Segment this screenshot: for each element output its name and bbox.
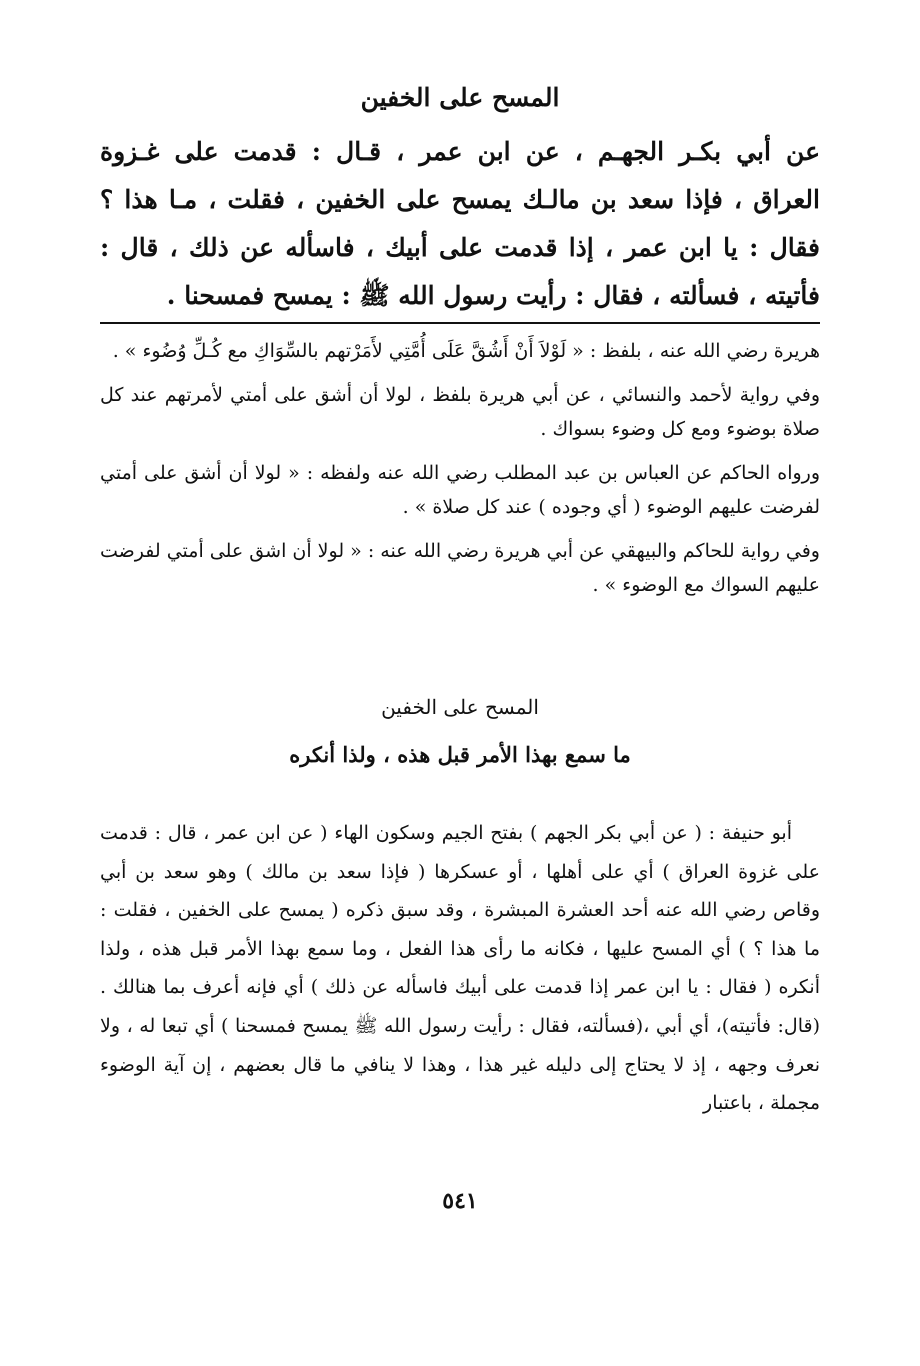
- section-title: المسح على الخفين: [381, 695, 539, 719]
- footnote-paragraph: ورواه الحاكم عن العباس بن عبد المطلب رضي الله عنه ولفظه : « لولا أن أشق على أمتي لفرضت عليهم الوضوء ( أي وجوده ) عند كل صلاة » .: [100, 462, 820, 518]
- commentary-section: [100, 690, 820, 1123]
- footnote-paragraph: هريرة رضي الله عنه ، بلفظ : « لَوْلاَ أَنْ أَشُقَّ عَلَى أُمَّتِي لأَمَرْتهم بالسِّوَاكِ مع كُـلِّ وُضُوء » .: [112, 340, 820, 362]
- footnote-divider: [100, 322, 820, 324]
- page-number: ٥٤١: [442, 1188, 478, 1214]
- hadith-text: [100, 128, 820, 320]
- hadith-line: فقال : يا ابن عمر ، إذا قدمت على أبيك ، فاسأله عن ذلك ، قال :: [100, 233, 820, 262]
- section-subtitle: ما سمع بهذا الأمر قبل هذه ، ولذا أنكره: [289, 742, 631, 767]
- hadith-line: عن أبي بكـر الجهـم ، عن ابن عمر ، قـال : قدمت على غـزوة: [100, 137, 820, 166]
- footnote-paragraph: وفي رواية للحاكم والبيهقي عن أبي هريرة رضي الله عنه : « لولا أن اشق على أمتي لفرضت عليهم السواك مع الوضوء » .: [100, 540, 820, 596]
- footnote-paragraph: وفي رواية لأحمد والنسائي ، عن أبي هريرة بلفظ ، لولا أن أشق على أمتي لأمرتهم عند كل صلاة بوضوء ومع كل وضوء بسواك .: [100, 384, 820, 440]
- footnotes: [100, 334, 820, 612]
- commentary-body: أبو حنيفة : ( عن أبي بكر الجهم ) بفتح الجيم وسكون الهاء ( عن ابن عمر ، قال : قدمت على غزوة العراق ) أي على أهلها ، أو عسكرها ( فإذا سعد بن مالك ) وهو سعد بن أبي وقاص رضي الله عنه أحد العشرة المبشرة ، وقد سبق ذكره ( يمسح على الخفين ، فقلت : ما هذا ؟ ) أي المسح عليها ، فكانه ما رأى هذا الفعل ، وما سمع بهذا الأمر قبل هذه ، ولذا أنكره ( فقال : يا ابن عمر إذا قدمت على أبيك فاسأله عن ذلك ) أي فإنه أعرف بما هنالك .(قال: فأتيته)، أي أبي ،(فسألته، فقال : رأيت رسول الله ﷺ يمسح فمسحنا ) أي تبعا له ، ولا نعرف وجهه ، إذ لا يحتاج إلى دليله غير هذا ، وهذا لا ينافي ما قال بعضهم ، إن آية الوضوء مجملة ، باعتبار: [100, 822, 820, 1115]
- hadith-line: فأتيته ، فسألته ، فقال : رأيت رسول الله ﷺ : يمسح فمسحنا .: [166, 281, 820, 310]
- running-head: المسح على الخفين: [360, 83, 560, 112]
- hadith-line: العراق ، فإذا سعد بن مالـك يمسح على الخفين ، فقلت ، مـا هذا ؟: [100, 185, 820, 214]
